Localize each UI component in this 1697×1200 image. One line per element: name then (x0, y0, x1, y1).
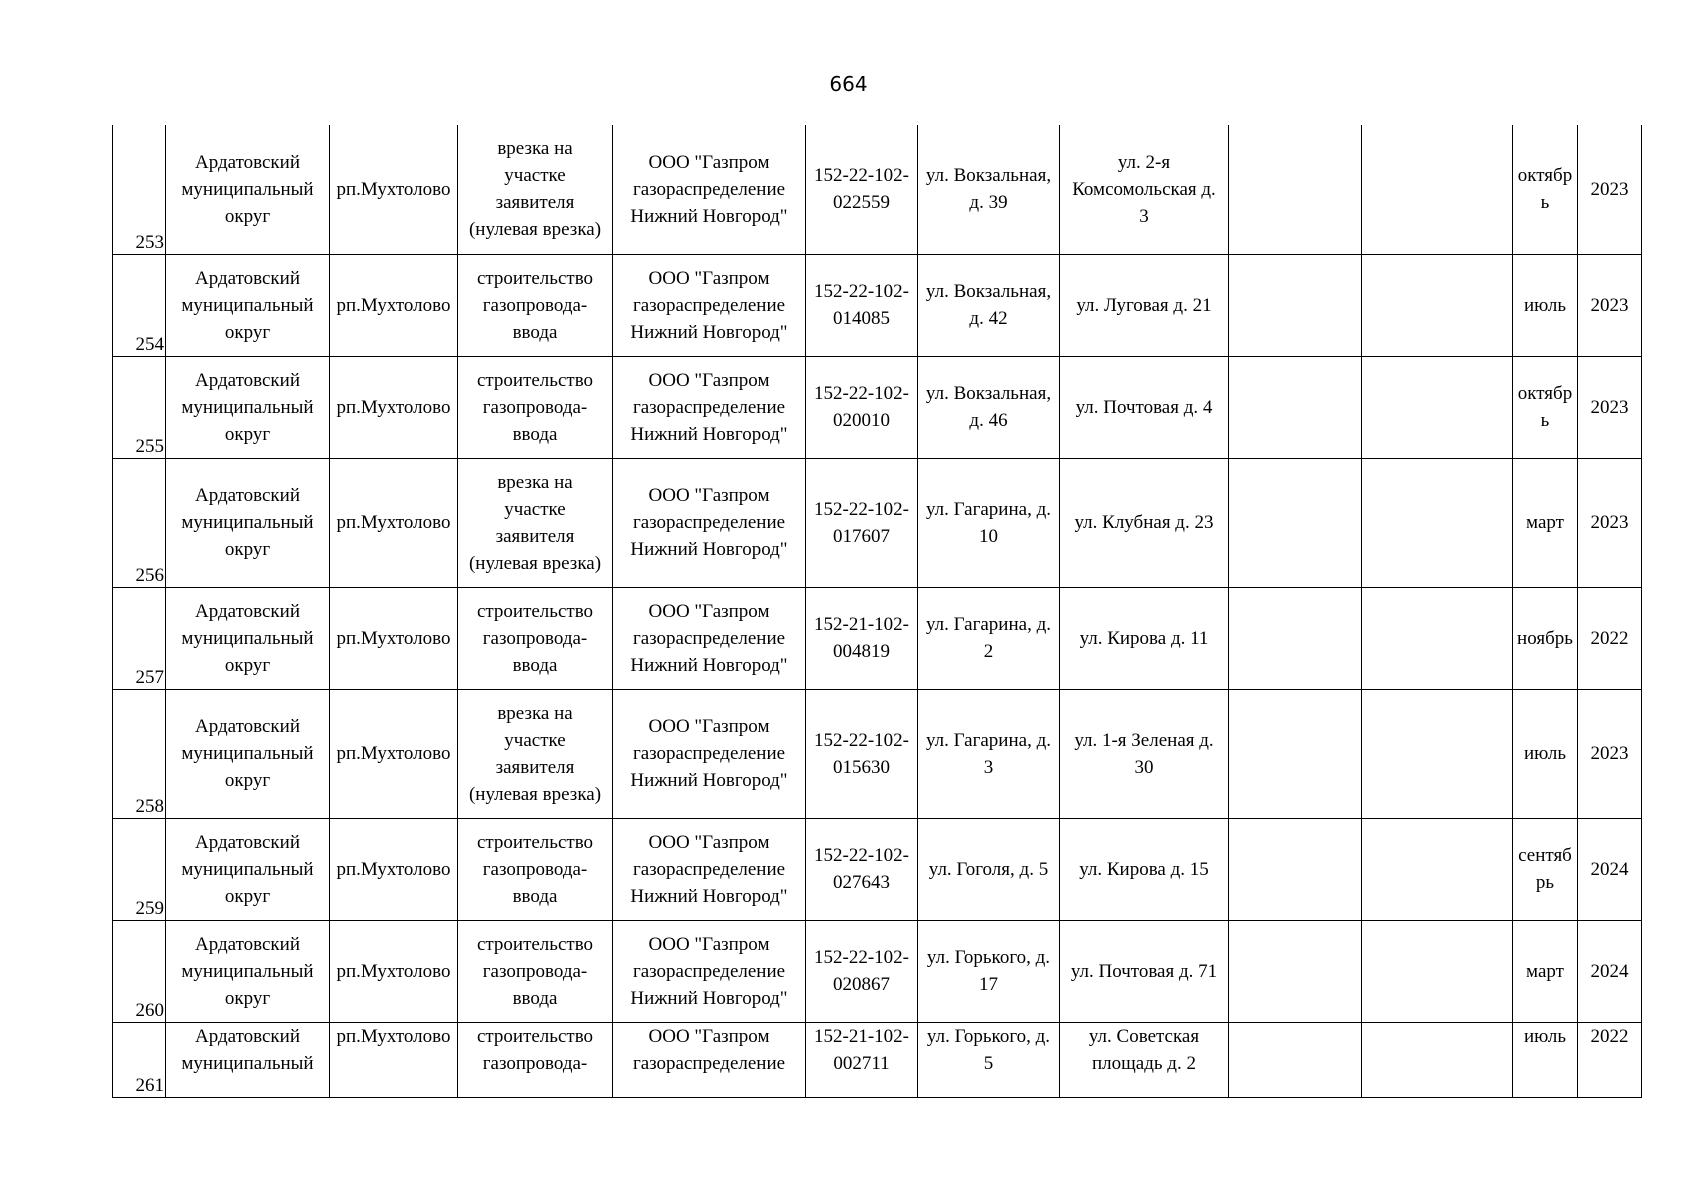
work-type-cell (458, 920, 613, 1022)
district-text: Ардатовский муниципальный округ (181, 716, 314, 791)
month-cell (1513, 818, 1578, 920)
month-cell (1513, 689, 1578, 818)
object-address-cell (1060, 356, 1229, 458)
empty-cell (1362, 818, 1513, 920)
district-text: Ардатовский муниципальный (181, 1025, 314, 1074)
year-text: 2024 (1590, 858, 1629, 880)
work-type-cell (458, 125, 613, 254)
row-number-cell (113, 689, 166, 818)
settlement-text: рп.Мухтолово (336, 1025, 451, 1047)
row-number-cell (113, 254, 166, 356)
organization-cell (613, 356, 806, 458)
month-text: октябр ь (1517, 165, 1573, 214)
month-text: ноябрь (1517, 627, 1573, 649)
settlement-cell (330, 818, 458, 920)
settlement-text: рп.Мухтолово (336, 627, 451, 649)
settlement-text: рп.Мухтолово (336, 396, 451, 418)
gasification-registry-table (112, 125, 1642, 1098)
district-text: Ардатовский муниципальный округ (181, 369, 314, 445)
empty-cell (1229, 920, 1362, 1022)
connection-address-cell (918, 356, 1060, 458)
month-cell (1513, 356, 1578, 458)
application-code-cell (806, 125, 918, 254)
application-code-text: 152-22-102- 017607 (814, 498, 909, 547)
connection-address-text: ул. Вокзальная, д. 42 (925, 281, 1052, 329)
district-text: Ардатовский муниципальный округ (181, 600, 314, 676)
month-cell (1513, 587, 1578, 689)
object-address-cell (1060, 125, 1229, 254)
connection-address-text: ул. Вокзальная, д. 46 (925, 383, 1052, 431)
object-address-cell (1060, 818, 1229, 920)
district-text: Ардатовский муниципальный округ (181, 933, 314, 1009)
application-code-text: 152-21-102- 002711 (814, 1025, 909, 1074)
object-address-text: ул. Луговая д. 21 (1076, 294, 1212, 316)
page-number: 664 (829, 72, 868, 96)
organization-text: ООО "Газпром газораспределение Нижний Новгород" (630, 933, 788, 1009)
application-code-cell (806, 458, 918, 587)
connection-address-cell (918, 587, 1060, 689)
organization-text: ООО "Газпром газораспределение Нижний Новгород" (630, 369, 788, 445)
connection-address-text: ул. Горького, д. 5 (926, 1025, 1051, 1074)
year-cell (1578, 1022, 1642, 1097)
object-address-cell (1060, 920, 1229, 1022)
settlement-cell (330, 254, 458, 356)
connection-address-cell (918, 125, 1060, 254)
district-text: Ардатовский муниципальный округ (181, 485, 314, 560)
month-cell (1513, 1022, 1578, 1097)
year-text: 2023 (1590, 396, 1629, 418)
organization-cell (613, 587, 806, 689)
empty-cell (1362, 458, 1513, 587)
year-text: 2023 (1590, 512, 1629, 533)
work-type-cell (458, 356, 613, 458)
work-type-cell (458, 458, 613, 587)
settlement-cell (330, 587, 458, 689)
table-row (113, 689, 1642, 818)
table-row (113, 1022, 1642, 1097)
connection-address-text: ул. Гагарина, д. 3 (925, 729, 1051, 778)
connection-address-text: ул. Вокзальная, д. 39 (925, 165, 1052, 214)
district-cell (166, 920, 330, 1022)
object-address-text: ул. Почтовая д. 71 (1070, 960, 1218, 982)
row-number-cell (113, 920, 166, 1022)
year-text: 2023 (1590, 178, 1629, 200)
empty-cell (1229, 458, 1362, 587)
empty-cell (1229, 689, 1362, 818)
month-cell (1513, 458, 1578, 587)
year-text: 2023 (1590, 294, 1629, 316)
settlement-text: рп.Мухтолово (336, 960, 451, 982)
month-cell (1513, 920, 1578, 1022)
row-number-cell (113, 1022, 166, 1097)
work-type-text: врезка на участке заявителя (нулевая врезка) (468, 702, 602, 805)
district-cell (166, 254, 330, 356)
settlement-cell (330, 689, 458, 818)
work-type-cell (458, 1022, 613, 1097)
district-cell (166, 689, 330, 818)
row-number-cell (113, 587, 166, 689)
year-text: 2022 (1590, 627, 1629, 649)
organization-text: ООО "Газпром газораспределение Нижний Новгород" (630, 267, 788, 343)
connection-address-text: ул. Гагарина, д. 2 (925, 614, 1051, 662)
settlement-text: рп.Мухтолово (336, 512, 451, 533)
connection-address-cell (918, 458, 1060, 587)
year-cell (1578, 920, 1642, 1022)
object-address-text: ул. Клубная д. 23 (1074, 512, 1214, 533)
empty-cell (1229, 125, 1362, 254)
month-text: октябр ь (1517, 383, 1573, 431)
organization-cell (613, 689, 806, 818)
settlement-cell (330, 1022, 458, 1097)
table-row (113, 356, 1642, 458)
connection-address-text: ул. Гагарина, д. 10 (925, 498, 1051, 547)
object-address-cell (1060, 587, 1229, 689)
year-cell (1578, 689, 1642, 818)
district-cell (166, 818, 330, 920)
connection-address-cell (918, 1022, 1060, 1097)
object-address-cell (1060, 689, 1229, 818)
application-code-cell (806, 356, 918, 458)
connection-address-text: ул. Горького, д. 17 (926, 947, 1051, 995)
work-type-text: врезка на участке заявителя (нулевая врезка) (468, 138, 602, 241)
application-code-cell (806, 587, 918, 689)
empty-cell (1362, 125, 1513, 254)
district-cell (166, 125, 330, 254)
work-type-text: строительство газопровода- ввода (476, 369, 594, 445)
month-cell (1513, 125, 1578, 254)
application-code-text: 152-22-102- 022559 (814, 165, 909, 214)
district-cell (166, 587, 330, 689)
month-text: сентяб рь (1518, 845, 1572, 893)
work-type-text: строительство газопровода- ввода (476, 933, 594, 1009)
row-number-cell (113, 818, 166, 920)
application-code-text: 152-22-102- 015630 (814, 729, 909, 778)
empty-cell (1362, 1022, 1513, 1097)
table-row (113, 587, 1642, 689)
month-text: июль (1523, 294, 1567, 316)
settlement-cell (330, 458, 458, 587)
work-type-text: строительство газопровода- ввода (476, 600, 594, 676)
application-code-text: 152-21-102- 004819 (814, 614, 909, 662)
application-code-text: 152-22-102- 020010 (814, 383, 909, 431)
row-number-text: 261 (135, 1074, 164, 1096)
empty-cell (1362, 689, 1513, 818)
organization-cell (613, 818, 806, 920)
object-address-text: ул. 1-я Зеленая д. 30 (1074, 729, 1214, 778)
object-address-cell (1060, 458, 1229, 587)
month-cell (1513, 254, 1578, 356)
organization-text: ООО "Газпром газораспределение Нижний Новгород" (630, 716, 788, 791)
organization-cell (613, 125, 806, 254)
work-type-cell (458, 818, 613, 920)
year-cell (1578, 587, 1642, 689)
empty-cell (1229, 1022, 1362, 1097)
row-number-cell (113, 458, 166, 587)
year-cell (1578, 125, 1642, 254)
empty-cell (1362, 920, 1513, 1022)
row-number-cell (113, 125, 166, 254)
application-code-cell (806, 1022, 918, 1097)
work-type-text: строительство газопровода- (476, 1025, 594, 1074)
application-code-text: 152-22-102- 014085 (814, 281, 909, 329)
table-row (113, 818, 1642, 920)
organization-cell (613, 458, 806, 587)
application-code-text: 152-22-102- 020867 (814, 947, 909, 995)
organization-cell (613, 1022, 806, 1097)
month-text: июль (1523, 743, 1567, 764)
organization-text: ООО "Газпром газораспределение Нижний Новгород" (630, 485, 788, 560)
organization-text: ООО "Газпром газораспределение Нижний Новгород" (630, 831, 788, 907)
row-number-text: 259 (135, 897, 164, 919)
row-number-text: 258 (135, 795, 164, 817)
connection-address-cell (918, 818, 1060, 920)
organization-cell (613, 254, 806, 356)
work-type-cell (458, 587, 613, 689)
table-row (113, 125, 1642, 254)
district-cell (166, 458, 330, 587)
district-text: Ардатовский муниципальный округ (181, 151, 314, 227)
year-text: 2022 (1590, 1025, 1629, 1047)
month-text: март (1526, 512, 1564, 533)
organization-cell (613, 920, 806, 1022)
work-type-text: строительство газопровода- ввода (476, 267, 594, 343)
district-cell (166, 356, 330, 458)
object-address-text: ул. Кирова д. 15 (1079, 858, 1209, 880)
year-cell (1578, 458, 1642, 587)
row-number-text: 253 (135, 231, 164, 253)
empty-cell (1362, 356, 1513, 458)
year-text: 2024 (1590, 960, 1629, 982)
year-cell (1578, 818, 1642, 920)
row-number-text: 256 (135, 564, 164, 586)
empty-cell (1229, 254, 1362, 356)
connection-address-text: ул. Гоголя, д. 5 (928, 858, 1049, 880)
settlement-cell (330, 920, 458, 1022)
settlement-text: рп.Мухтолово (336, 178, 451, 200)
district-text: Ардатовский муниципальный округ (181, 831, 314, 907)
settlement-cell (330, 356, 458, 458)
settlement-cell (330, 125, 458, 254)
row-number-cell (113, 356, 166, 458)
district-cell (166, 1022, 330, 1097)
empty-cell (1362, 254, 1513, 356)
application-code-cell (806, 920, 918, 1022)
application-code-text: 152-22-102- 027643 (814, 845, 909, 893)
object-address-cell (1060, 1022, 1229, 1097)
object-address-text: ул. 2-я Комсомольская д. 3 (1072, 151, 1216, 227)
year-text: 2023 (1590, 743, 1629, 764)
connection-address-cell (918, 254, 1060, 356)
empty-cell (1229, 818, 1362, 920)
object-address-cell (1060, 254, 1229, 356)
row-number-text: 254 (135, 333, 164, 355)
object-address-text: ул. Кирова д. 11 (1079, 627, 1209, 649)
district-text: Ардатовский муниципальный округ (181, 267, 314, 343)
settlement-text: рп.Мухтолово (336, 294, 451, 316)
application-code-cell (806, 689, 918, 818)
object-address-text: ул. Почтовая д. 4 (1075, 396, 1213, 418)
month-text: июль (1523, 1025, 1567, 1047)
object-address-text: ул. Советская площадь д. 2 (1088, 1025, 1200, 1074)
application-code-cell (806, 254, 918, 356)
table-row (113, 254, 1642, 356)
row-number-text: 255 (135, 435, 164, 457)
empty-cell (1229, 587, 1362, 689)
work-type-cell (458, 254, 613, 356)
year-cell (1578, 254, 1642, 356)
connection-address-cell (918, 689, 1060, 818)
settlement-text: рп.Мухтолово (336, 858, 451, 880)
empty-cell (1362, 587, 1513, 689)
organization-text: ООО "Газпром газораспределение Нижний Новгород" (630, 600, 788, 676)
row-number-text: 257 (135, 666, 164, 688)
organization-text: ООО "Газпром газораспределение (632, 1025, 786, 1074)
table-row (113, 920, 1642, 1022)
year-cell (1578, 356, 1642, 458)
settlement-text: рп.Мухтолово (336, 743, 451, 764)
organization-text: ООО "Газпром газораспределение Нижний Новгород" (630, 151, 788, 227)
month-text: март (1526, 960, 1564, 982)
work-type-text: врезка на участке заявителя (нулевая врезка) (468, 471, 602, 574)
empty-cell (1229, 356, 1362, 458)
row-number-text: 260 (135, 999, 164, 1021)
application-code-cell (806, 818, 918, 920)
work-type-text: строительство газопровода- ввода (476, 831, 594, 907)
connection-address-cell (918, 920, 1060, 1022)
work-type-cell (458, 689, 613, 818)
table-row (113, 458, 1642, 587)
